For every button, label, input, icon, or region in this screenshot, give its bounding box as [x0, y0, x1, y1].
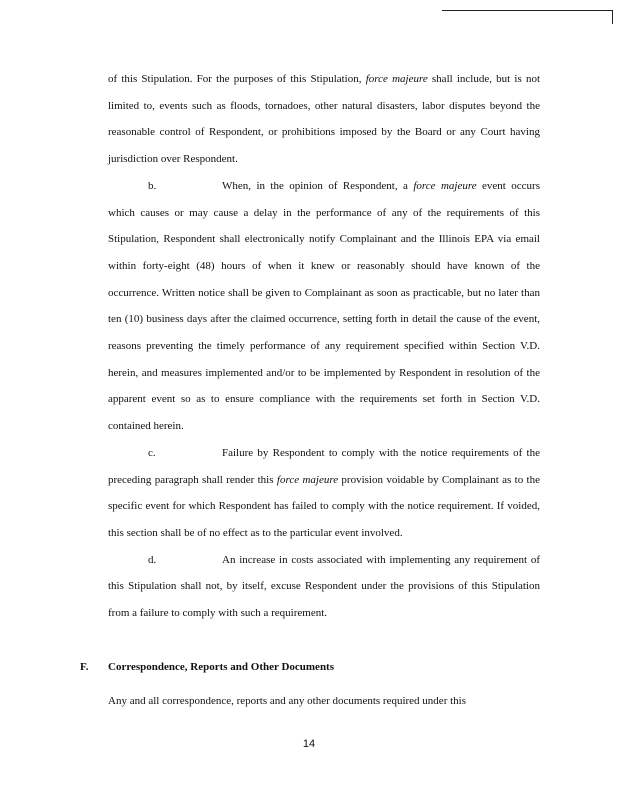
section-letter: F.	[80, 661, 89, 673]
paragraph-marker: b.	[148, 179, 157, 192]
italic-term: force majeure	[413, 179, 477, 192]
paragraph-marker: d.	[148, 553, 157, 566]
paragraph-d: d. An increase in costs associated with implementing any requirement of this Stipulation shall not, by itself, excuse Respondent under the provisions of this Stipulation from a failure to comply with such a requirement.	[108, 547, 540, 627]
italic-term: force majeure	[276, 473, 339, 486]
body-text	[108, 66, 540, 627]
italic-term: force majeure	[365, 73, 428, 85]
paragraph-a-continuation: of this Stipulation. For the purposes of this Stipulation, force majeure shall include, but is not limited to, events such as floods, tornadoes, other natural disasters, labor disputes beyond the reasonable control of Respondent, or prohibitions imposed by the Board or any Court having jurisdiction over Respondent.	[108, 73, 541, 166]
scan-edge-top	[442, 10, 612, 11]
paragraph-c: c. Failure by Respondent to comply with the notice requirements of the preceding paragraph shall render this force majeure provision voidable by Complainant as to the specific event for which Respondent has failed to comply with the notice requirement. If voided, this section shall be of no effect as to the particular event involved.	[108, 440, 540, 547]
paragraph-marker: c.	[148, 446, 156, 459]
scan-edge-right	[612, 10, 613, 24]
page-number: 14	[302, 738, 316, 750]
section-heading	[80, 661, 334, 673]
section-title: Correspondence, Reports and Other Documents	[108, 661, 334, 673]
paragraph-b: b. When, in the opinion of Respondent, a force majeure event occurs which causes or may cause a delay in the performance of any of the requirements of this Stipulation, Respondent shall electronically notify Complainant and the Illinois EPA via email within forty-eight (48) hours of when it knew or reasonably should have known of the occurrence. Written notice shall be given to Complainant as soon as practicable, but no later than ten (10) business days after the claimed occurrence, setting forth in detail the cause of the event, reasons preventing the timely performance of any requirement specified within Section V.D. herein, and measures implemented and/or to be implemented by Respondent in resolution of the apparent event so as to ensure compliance with the requirements set forth in Section V.D. contained herein.	[108, 173, 540, 440]
paragraph-f-start: Any and all correspondence, reports and any other documents required under this	[108, 695, 466, 707]
